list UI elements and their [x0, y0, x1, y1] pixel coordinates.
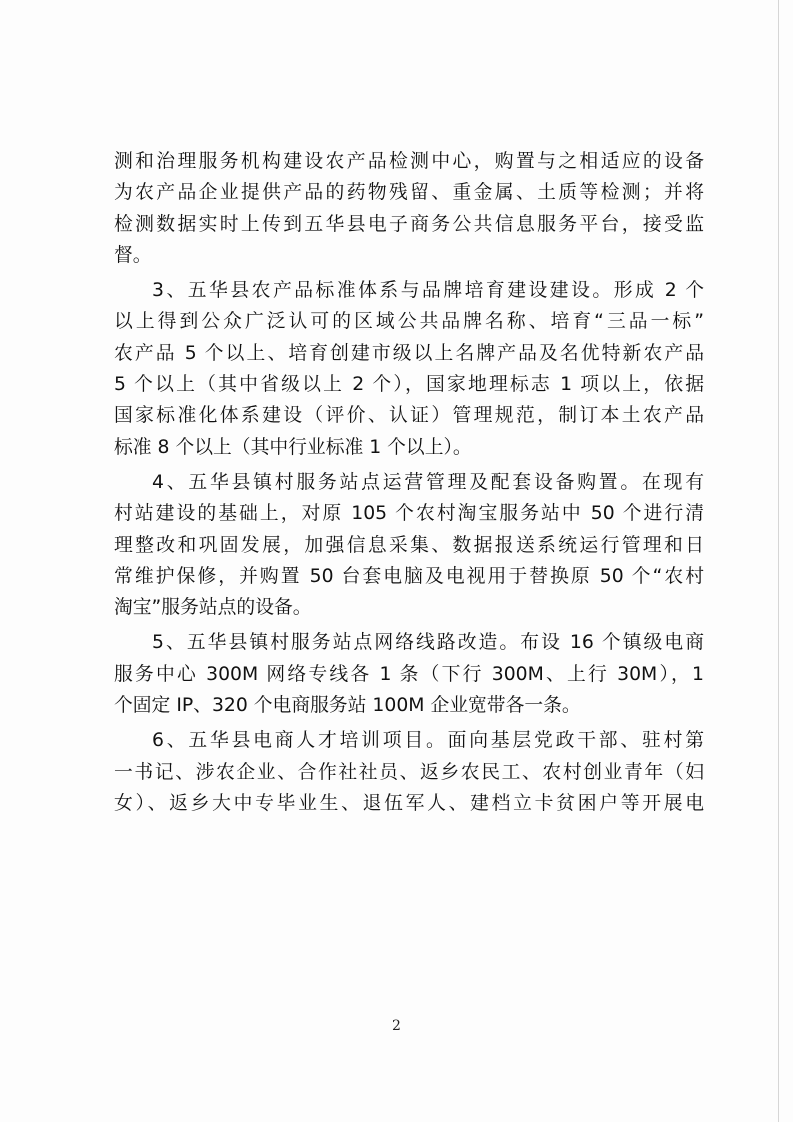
text-line: 个固定 IP、320 个电商服务站 100M 企业宽带各一条。 — [114, 695, 581, 717]
text-line: 农产品 5 个以上、培育创建市级以上名牌产品及名优特新农产品 — [114, 342, 704, 364]
text-line: 督。 — [114, 244, 152, 266]
text-line: 服务中心 300M 网络专线各 1 条（下行 300M、上行 30M），1 — [114, 663, 704, 685]
text-line: 理整改和巩固发展，加强信息采集、数据报送系统运行管理和日 — [114, 534, 704, 556]
text-line: 淘宝”服务站点的设备。 — [114, 597, 312, 619]
scan-edge-line — [778, 0, 779, 1122]
text-line: 标准 8 个以上（其中行业标准 1 个以上）。 — [114, 436, 472, 458]
text-line: 测和治理服务机构建设农产品检测中心，购置与之相适应的设备 — [114, 151, 704, 172]
paragraph-6-heading-line: 6、五华县电商人才培训项目。面向基层党政干部、驻村第 — [152, 730, 704, 752]
text-line: 女）、返乡大中专毕业生、退伍军人、建档立卡贫困户等开展电 — [114, 792, 704, 814]
paragraph-3-heading-line: 3、五华县农产品标准体系与品牌培育建设建设。形成 2 个 — [152, 280, 704, 302]
text-line: 以上得到公众广泛认可的区域公共品牌名称、培育“三品一标” — [114, 311, 704, 333]
text-line: 5 个以上（其中省级以上 2 个），国家地理标志 1 项以上，依据 — [114, 374, 704, 396]
text-line: 为农产品企业提供产品的药物残留、重金属、土质等检测；并将 — [114, 182, 704, 204]
text-line: 常维护保修，并购置 50 台套电脑及电视用于替换原 50 个“农村 — [114, 565, 704, 587]
text-line: 检测数据实时上传到五华县电子商务公共信息服务平台，接受监 — [114, 213, 704, 235]
paragraph-5-heading-line: 5、五华县镇村服务站点网络线路改造。布设 16 个镇级电商 — [152, 632, 704, 654]
page-number: 2 — [392, 1018, 401, 1034]
text-line: 国家标准化体系建设（评价、认证）管理规范，制订本土农产品 — [114, 405, 704, 427]
paragraph-4-heading-line: 4、五华县镇村服务站点运营管理及配套设备购置。在现有 — [152, 471, 704, 493]
text-line: 村站建设的基础上，对原 105 个农村淘宝服务站中 50 个进行清 — [114, 503, 704, 525]
body-text — [114, 146, 704, 819]
text-line: 一书记、涉农企业、合作社社员、返乡农民工、农村创业青年（妇 — [114, 761, 704, 783]
